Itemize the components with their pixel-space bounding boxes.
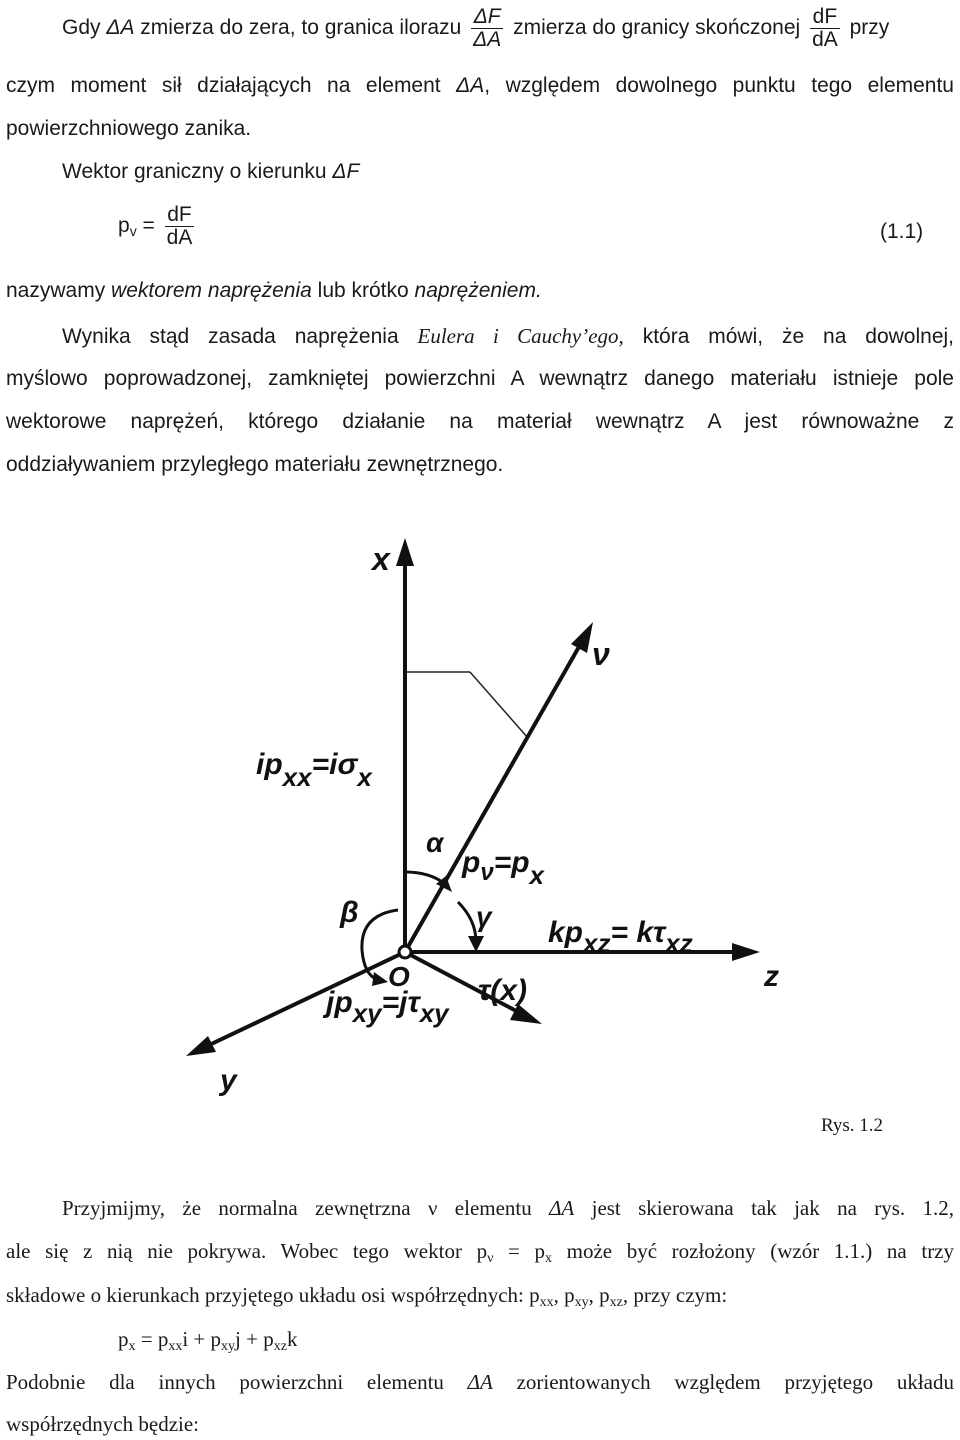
label-subscript: xx	[282, 762, 312, 792]
text: lub krótko	[311, 279, 415, 302]
label-subscript: ν	[480, 859, 494, 886]
text: p	[118, 1327, 129, 1351]
delta-a-symbol: ΔA	[456, 74, 485, 97]
fraction-delta-f-over-delta-a	[471, 6, 503, 51]
origin-point	[399, 946, 411, 958]
label-subscript: xy	[419, 998, 449, 1028]
subscript: ν	[487, 1251, 494, 1266]
label-tau: τ	[653, 916, 666, 949]
subscript: xy	[221, 1339, 236, 1354]
label-part: p	[462, 846, 481, 879]
normal-nu-arrowhead	[571, 622, 593, 653]
label-tau-x	[478, 974, 527, 1007]
para1-line3: powierzchniowego zanika.	[6, 117, 252, 140]
figure-caption: Rys. 1.2	[821, 1115, 884, 1136]
subscript: xz	[609, 1295, 623, 1310]
text: , przy czym:	[622, 1283, 728, 1307]
text: ale się z nią nie pokrywa. Wobec tego wektor p	[6, 1239, 488, 1263]
tau-x-arrowhead	[510, 1004, 542, 1024]
text: Wektor graniczny o kierunku	[62, 160, 333, 183]
label-part: = k	[610, 916, 654, 949]
equation-number: (1.1)	[880, 220, 924, 243]
fraction-denominator: dA	[812, 27, 838, 51]
projection-line-diagonal	[470, 672, 528, 738]
label-ipxx	[256, 748, 373, 792]
para4-line2: myślowo poprowadzonej, zamkniętej powierzchni A wewnątrz danego materiału istnieje pole	[6, 367, 954, 390]
text: = p	[493, 1239, 545, 1263]
label-jpxy	[322, 986, 450, 1028]
para6-line2: współrzędnych będzie:	[6, 1412, 200, 1436]
text: jest skierowana tak jak na rys. 1.2,	[574, 1196, 954, 1220]
label-part: =i	[311, 748, 338, 781]
normal-nu-vector	[405, 645, 580, 952]
text: zmierza do zera, to granica ilorazu	[134, 16, 462, 39]
term-wektor-naprezenia: wektorem naprężenia	[111, 279, 312, 302]
fraction-df-over-da	[810, 6, 840, 51]
text: Wynika stąd zasada naprężenia	[62, 325, 418, 348]
subscript: xy	[574, 1295, 589, 1310]
subscript: x	[545, 1251, 552, 1266]
text: czym moment sił działających na element	[6, 74, 457, 97]
text: składowe o kierunkach przyjętego układu osi współrzędnych: p	[6, 1283, 540, 1307]
y-axis-arrowhead	[186, 1036, 216, 1056]
text: k	[286, 1327, 298, 1351]
para4-line1	[62, 324, 954, 349]
equation-fraction	[165, 204, 195, 249]
label-part: ip	[256, 748, 283, 781]
fraction-numerator: dF	[810, 6, 840, 29]
para3-line	[6, 279, 542, 303]
label-part: =p	[493, 846, 530, 879]
equation-1-1	[118, 200, 198, 252]
label-part: kp	[548, 916, 584, 949]
delta-a-symbol: ΔA	[549, 1196, 575, 1220]
equation-px-decomposition	[118, 1327, 298, 1354]
para5-line3	[6, 1283, 728, 1310]
label-alpha: α	[426, 827, 444, 858]
label-subscript: xy	[352, 998, 382, 1028]
label-sigma: σ	[337, 748, 358, 781]
label-part: =j	[381, 986, 408, 1019]
equals-sign: =	[142, 214, 155, 237]
text: zorientowanych względem przyjętego układu	[492, 1370, 954, 1394]
term-naprezeniem: naprężeniem.	[414, 279, 542, 302]
label-part: (x)	[490, 974, 527, 1007]
fraction-denominator: ΔA	[473, 27, 502, 51]
label-part: jp	[326, 986, 353, 1019]
para5-line2	[6, 1239, 955, 1266]
para2-line	[62, 160, 359, 184]
text: która mówi, że na dowolnej,	[623, 325, 955, 348]
equation-lhs: p	[118, 214, 130, 237]
label-y-axis: y	[220, 1064, 237, 1097]
figure-stress-vector-diagram	[0, 520, 960, 1180]
text: i + p	[182, 1327, 222, 1351]
label-nu: ν	[592, 636, 610, 672]
para1-line1	[62, 4, 889, 52]
text: przy	[849, 16, 890, 39]
text: zmierza do granicy skończonej	[513, 16, 801, 39]
z-axis-arrowhead	[732, 943, 760, 961]
delta-a-symbol: ΔA	[106, 16, 135, 39]
fraction-numerator: dF	[165, 204, 195, 227]
x-axis-arrowhead	[396, 538, 414, 566]
label-subscript: x	[357, 762, 372, 792]
label-subscript: xz	[665, 928, 693, 958]
label-tau: τ	[478, 974, 491, 1007]
delta-a-symbol: ΔA	[467, 1370, 493, 1394]
fraction-denominator: dA	[166, 225, 193, 249]
text: Przyjmijmy, że normalna zewnętrzna ν elementu	[62, 1196, 550, 1220]
label-tau: τ	[407, 986, 420, 1019]
text: może być rozłożony (wzór 1.1.) na trzy	[552, 1239, 955, 1263]
label-beta: β	[340, 896, 359, 929]
text: Gdy	[62, 16, 107, 39]
text: , względem dowolnego punktu tego elementu	[484, 74, 954, 97]
angle-beta-arrowhead	[372, 972, 388, 986]
subscript: xx	[168, 1339, 183, 1354]
label-gamma: γ	[476, 901, 492, 932]
para5-line1	[62, 1196, 954, 1220]
fraction-numerator: ΔF	[471, 6, 503, 29]
subscript: xx	[539, 1295, 554, 1310]
para4-line3: wektorowe naprężeń, którego działanie na materiał wewnątrz A jest równoważne z	[6, 410, 954, 433]
label-origin: O	[388, 961, 410, 992]
label-pv-px	[461, 846, 546, 890]
equation-lhs-subscript: v	[129, 223, 137, 239]
angle-gamma-arrowhead	[468, 936, 484, 952]
subscript: xz	[273, 1339, 287, 1354]
text: , p	[553, 1283, 575, 1307]
para1-line2	[6, 74, 954, 98]
delta-f-symbol: ΔF	[332, 160, 360, 183]
text: Podobnie dla innych powierzchni elementu	[6, 1370, 468, 1394]
para6-line1	[6, 1370, 954, 1394]
subscript: x	[128, 1339, 136, 1354]
label-subscript: x	[529, 860, 545, 890]
label-x-axis: x	[372, 541, 390, 577]
para4-line4: oddziaływaniem przyległego materiału zewnętrznego.	[6, 453, 504, 476]
label-z-axis: z	[764, 960, 779, 993]
text: nazywamy	[6, 279, 112, 302]
text: j + p	[235, 1327, 274, 1351]
text: = p	[135, 1327, 169, 1351]
text: , p	[588, 1283, 610, 1307]
euler-cauchy-names: Eulera i Cauchy’ego,	[417, 324, 624, 348]
label-subscript: xz	[583, 928, 611, 958]
